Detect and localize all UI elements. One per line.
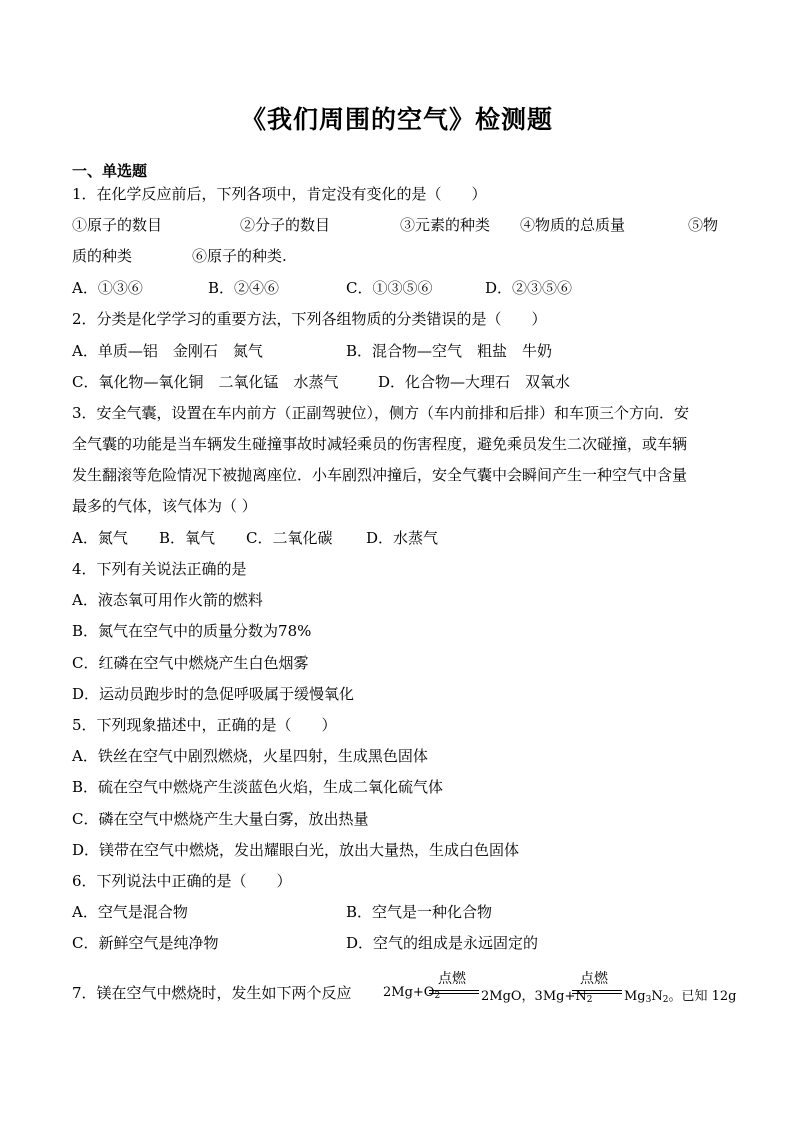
q3-option-c: C．二氧化碳 [246, 529, 333, 547]
equation-1-condition: 点燃 [438, 971, 466, 987]
equation-1-line-bottom [429, 993, 479, 994]
equation-2-line-bottom [572, 993, 622, 994]
q6-stem: 6．下列说法中正确的是（ ） [72, 872, 292, 890]
q5-option-b: B．硫在空气中燃烧产生淡蓝色火焰，生成二氧化硫气体 [72, 778, 444, 796]
q1-option-c: C．①③⑤⑥ [346, 279, 433, 297]
q1-item: ①原子的数目 [72, 216, 163, 234]
equation-2-products [624, 985, 736, 1005]
q1-item: 质的种类 [72, 247, 133, 265]
q1-item: ⑥原子的种类. [192, 247, 287, 265]
q1-item: ④物质的总质量 [520, 216, 626, 234]
q2-option-d: D．化合物—大理石 双氧水 [378, 373, 571, 391]
eq2-subscript-1: 3 [645, 995, 652, 1005]
eq1-right-subscript: 2 [586, 995, 593, 1005]
section-heading: 一、单选题 [72, 162, 148, 180]
q2-option-a: A．单质—铝 金刚石 氮气 [72, 342, 263, 360]
q1-item: ⑤物 [688, 216, 719, 234]
q1-item: ③元素的种类 [400, 216, 491, 234]
q2-option-b: B．混合物—空气 粗盐 牛奶 [346, 342, 553, 360]
equation-1-line-top [429, 990, 479, 991]
q6-option-d: D．空气的组成是永远固定的 [346, 934, 539, 952]
q2-option-c: C．氧化物—氧化铜 二氧化锰 水蒸气 [72, 373, 339, 391]
q4-option-b: B．氮气在空气中的质量分数为78% [72, 622, 312, 640]
q4-option-c: C．红磷在空气中燃烧产生白色烟雾 [72, 654, 309, 672]
q5-option-a: A．铁丝在空气中剧烈燃烧，火星四射，生成黑色固体 [72, 747, 428, 765]
q4-option-d: D．运动员跑步时的急促呼吸属于缓慢氧化 [72, 685, 355, 703]
q3-line: 3．安全气囊，设置在车内前方（正副驾驶位），侧方（车内前排和后排）和车顶三个方向．安 [72, 404, 690, 422]
q6-option-b: B．空气是一种化合物 [346, 903, 493, 921]
q5-stem: 5．下列现象描述中，正确的是（ ） [72, 716, 337, 734]
equation-2-line-top [572, 990, 622, 991]
q1-option-b: B．②④⑥ [208, 279, 280, 297]
q5-option-d: D．镁带在空气中燃烧，发出耀眼白光，放出大量热，生成白色固体 [72, 841, 520, 859]
q3-line: 全气囊的功能是当车辆发生碰撞事故时减轻乘员的伤害程度，避免乘员发生二次碰撞，或车辆 [72, 435, 688, 453]
q3-line: 发生翻滚等危险情况下被抛离座位．小车剧烈冲撞后，安全气囊中会瞬间产生一种空气中含量 [72, 466, 688, 484]
q1-stem: 1．在化学反应前后，下列各项中，肯定没有变化的是（ ） [72, 185, 487, 203]
q3-option-b: B．氧气 [159, 529, 216, 547]
eq2-text-b: N [651, 989, 663, 1004]
eq1-right-text: 2MgO，3Mg+N [481, 989, 587, 1004]
q3-option-a: A．氮气 [72, 529, 128, 547]
equation-2-condition: 点燃 [580, 971, 608, 987]
q3-option-d: D．水蒸气 [366, 529, 439, 547]
q5-option-c: C．磷在空气中燃烧产生大量白雾，放出热量 [72, 810, 369, 828]
eq1-left-subscript: 2 [434, 991, 441, 1001]
q6-option-a: A．空气是混合物 [72, 903, 188, 921]
eq2-text-a: Mg [624, 989, 646, 1004]
q4-option-a: A．液态氧可用作火箭的燃料 [72, 591, 263, 609]
q7-stem: 7．镁在空气中燃烧时，发生如下两个反应 [72, 984, 352, 1002]
eq1-left-text: 2Mg+O [383, 985, 435, 1000]
q6-option-c: C．新鲜空气是纯净物 [72, 934, 219, 952]
equation-1-products [481, 985, 592, 1005]
q7-tail: 。已知 12g [668, 989, 737, 1004]
q3-line: 最多的气体，该气体为（ ） [72, 497, 257, 515]
q1-option-d: D．②③⑤⑥ [485, 279, 573, 297]
q1-item: ②分子的数目 [240, 216, 331, 234]
q2-stem: 2．分类是化学学习的重要方法，下列各组物质的分类错误的是（ ） [72, 310, 547, 328]
document-title: 《我们周围的空气》检测题 [240, 105, 553, 134]
q4-stem: 4．下列有关说法正确的是 [72, 560, 247, 578]
q1-option-a: A．①③⑥ [72, 279, 143, 297]
eq2-subscript-2: 2 [662, 995, 669, 1005]
